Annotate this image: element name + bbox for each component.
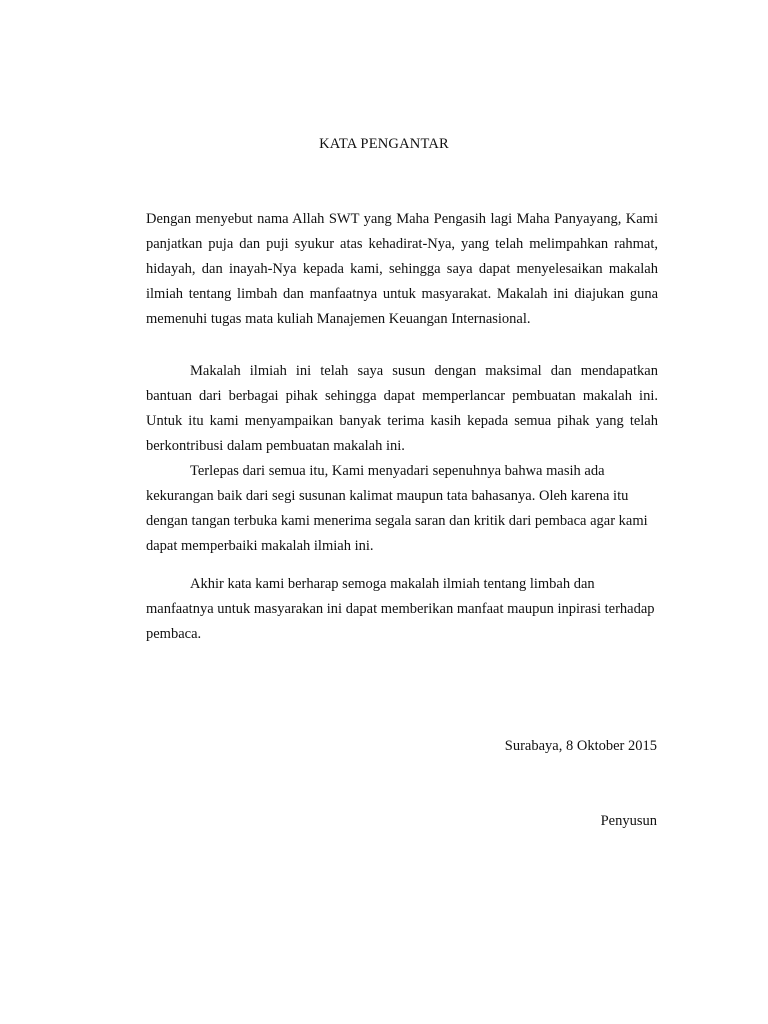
paragraph-disclaimer: Terlepas dari semua itu, Kami menyadari sepenuhnya bahwa masih ada kekurangan baik dari segi susunan kalimat maupun tata bahasanya. Oleh karena itu dengan tangan terbuka kami menerima segala saran dan kritik dari pembaca agar kami dapat memperbaiki makalah ilmiah ini. <box>146 463 648 554</box>
signer-label: Penyusun <box>600 813 657 829</box>
paragraph-block-3 <box>146 459 658 559</box>
paragraph-closing: Akhir kata kami berharap semoga makalah ilmiah tentang limbah dan manfaatnya untuk masyarakan ini dapat memberikan manfaat maupun inpirasi terhadap pembaca. <box>146 576 655 642</box>
document-title: KATA PENGANTAR <box>319 136 449 152</box>
paragraph-block-2 <box>146 359 658 459</box>
paragraph-block-1 <box>146 207 658 332</box>
paragraph-block-4 <box>146 572 658 647</box>
place-date: Surabaya, 8 Oktober 2015 <box>504 738 657 754</box>
paragraph-opening: Dengan menyebut nama Allah SWT yang Maha Pengasih lagi Maha Panyayang, Kami panjatkan puja dan puji syukur atas kehadirat-Nya, yang telah melimpahkan rahmat, hidayah, dan inayah-Nya kepada kami, sehingga saya dapat menyelesaikan makalah ilmiah tentang limbah dan manfaatnya untuk masyarakat. Makalah ini diajukan guna memenuhi tugas mata kuliah Manajemen Keuangan Internasional. <box>146 211 658 327</box>
paragraph-acknowledgement: Makalah ilmiah ini telah saya susun dengan maksimal dan mendapatkan bantuan dari berbagai pihak sehingga dapat memperlancar pembuatan makalah ini. Untuk itu kami menyampaikan banyak terima kasih kepada semua pihak yang telah berkontribusi dalam pembuatan makalah ini. <box>146 363 658 454</box>
